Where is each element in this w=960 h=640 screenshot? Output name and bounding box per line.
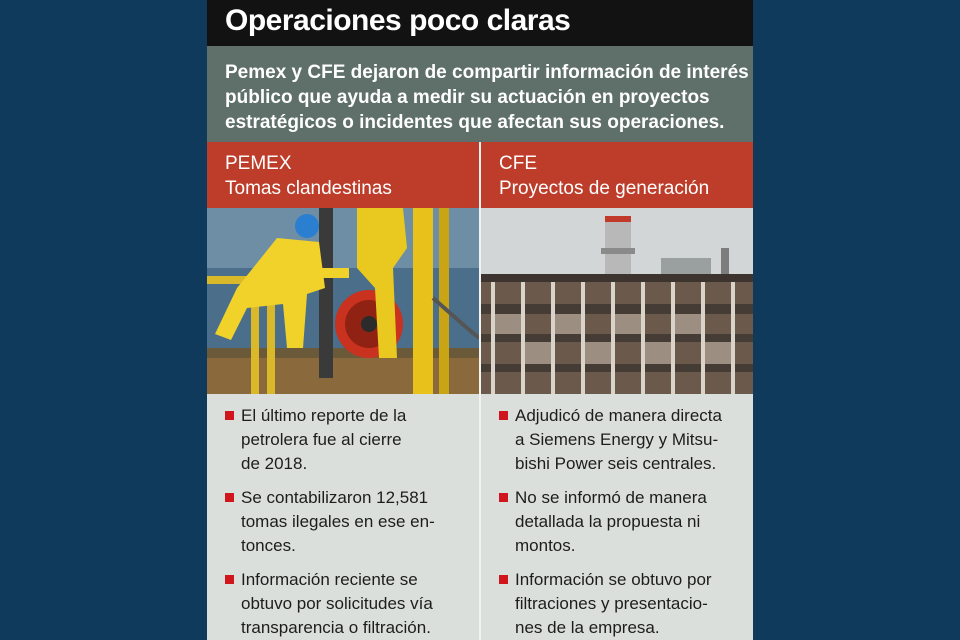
bullet-text-line: tonces. [241,536,296,555]
list-item [499,568,739,640]
list-item [499,486,739,558]
bullet-text-line: bishi Power seis centrales. [515,454,717,473]
intro-box [207,46,753,142]
cfe-photo [481,208,753,394]
cfe-heading: CFE [499,153,537,174]
cfe-bullet-list [499,404,739,640]
power-plant-image [481,208,753,394]
infographic-title: Operaciones poco claras [225,4,571,37]
bullet-marker-icon [499,493,508,502]
intro-text [225,60,749,135]
bullet-text-line: petrolera fue al cierre [241,430,402,449]
list-item [225,404,465,476]
bullet-text-line: a Siemens Energy y Mitsu- [515,430,719,449]
bullet-marker-icon [225,575,234,584]
bullet-marker-icon [225,493,234,502]
intro-line: estratégicos o incidentes que afectan sus operaciones. [225,112,725,133]
bullet-text-line: Información se obtuvo por [515,570,712,589]
pemex-heading: PEMEX [225,153,292,174]
bullet-text-line: filtraciones y presentacio- [515,594,708,613]
pemex-subheading: Tomas clandestinas [225,178,392,199]
bullet-text-line: tomas ilegales en ese en- [241,512,435,531]
list-item [225,568,465,640]
bullet-marker-icon [499,411,508,420]
list-item [499,404,739,476]
pemex-bullet-list [225,404,465,640]
intro-line: público que ayuda a medir su actuación en proyectos [225,87,710,108]
bullet-text-line: transparencia o filtración. [241,618,431,637]
bullet-text-line: El último reporte de la [241,406,407,425]
pemex-header [207,142,479,208]
infographic-card [207,0,753,640]
bullet-text-line: obtuvo por solicitudes vía [241,594,433,613]
bullet-text-line: de 2018. [241,454,308,473]
bullet-text-line: No se informó de manera [515,488,707,507]
bullet-text-line: nes de la empresa. [515,618,660,637]
cfe-subheading: Proyectos de generación [499,178,710,199]
bullet-text-line: Adjudicó de manera directa [515,406,722,425]
bullet-text-line: montos. [515,536,576,555]
pemex-photo [207,208,479,394]
cfe-header [481,142,753,208]
oil-rig-workers-image [207,208,479,394]
intro-line: Pemex y CFE dejaron de compartir información de interés [225,62,749,83]
title-bar [207,0,753,46]
bullet-text-line: Información reciente se [241,570,418,589]
bullet-marker-icon [225,411,234,420]
bullet-text-line: detallada la propuesta ni [515,512,701,531]
bullet-text-line: Se contabilizaron 12,581 [241,488,429,507]
bullet-marker-icon [499,575,508,584]
list-item [225,486,465,558]
